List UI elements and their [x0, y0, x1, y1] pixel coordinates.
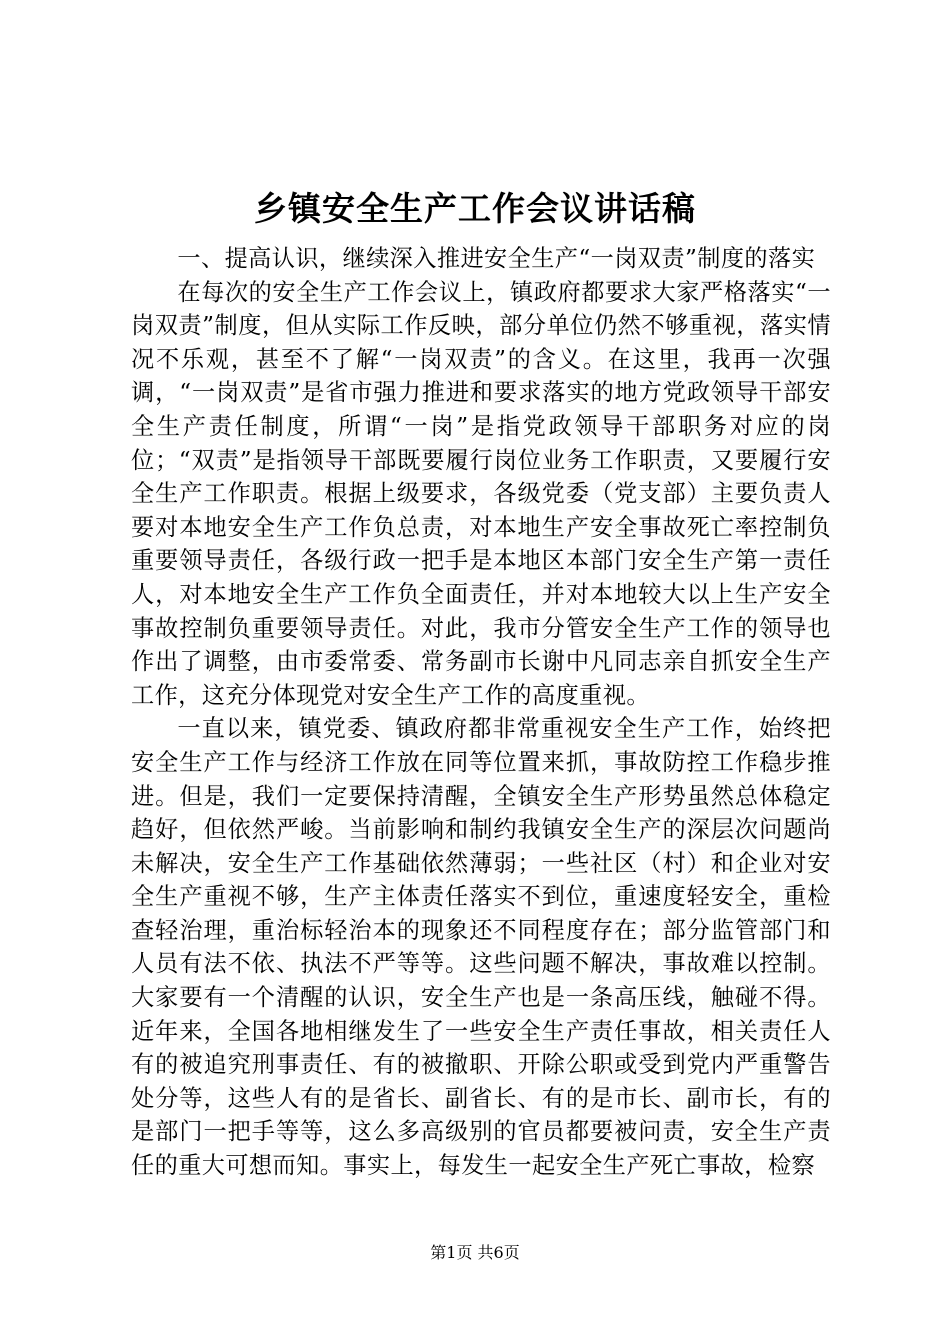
section-heading: 一、提高认识，继续深入推进安全生产“一岗双责”制度的落实: [177, 245, 816, 272]
body-paragraph: 一直以来，镇党委、镇政府都非常重视安全生产工作，始终把安全生产工作与经济工作放在同等位置来抓，事故防控工作稳步推进。但是，我们一定要保持清醒，全镇安全生产形势虽然总体稳定趋好，但依然严峻。当前影响和制约我镇安全生产的深层次问题尚未解决，安全生产工作基础依然薄弱；一些社区（村）和企业对安全生产重视不够，生产主体责任落实不到位，重速度轻安全，重检查轻治理，重治标轻治本的现象还不同程度存在；部分监管部门和人员有法不依、执法不严等等。这些问题不解决，事故难以控制。大家要有一个清醒的认识，安全生产也是一条高压线，触碰不得。近年来，全国各地相继发生了一些安全生产责任事故，相关责任人有的被追究刑事责任、有的被撤职、开除公职或受到党内严重警告处分等，这些人有的是省长、副省长、有的是市长、副市长，有的是部门一把手等等，这么多高级别的官员都要被问责，安全生产责任的重大可想而知。事实上，每发生一起安全生产死亡事故，检察: [131, 715, 831, 1180]
page-number-footer: 第1页 共6页: [430, 1243, 520, 1262]
document-body: [131, 242, 831, 1183]
body-paragraph: 在每次的安全生产工作会议上，镇政府都要求大家严格落实“一岗双责”制度，但从实际工作反映，部分单位仍然不够重视，落实情况不乐观，甚至不了解“一岗双责”的含义。在这里，我再一次强调，“一岗双责”是省市强力推进和要求落实的地方党政领导干部安全生产责任制度，所谓“一岗”是指党政领导干部职务对应的岗位；“双责”是指领导干部既要履行岗位业务工作职责，又要履行安全生产工作职责。根据上级要求，各级党委（党支部）主要负责人要对本地安全生产工作负总责，对本地生产安全事故死亡率控制负重要领导责任，各级行政一把手是本地区本部门安全生产第一责任人，对本地安全生产工作负全面责任，并对本地较大以上生产安全事故控制负重要领导责任。对此，我市分管安全生产工作的领导也作出了调整，由市委常委、常务副市长谢中凡同志亲自抓安全生产工作，这充分体现党对安全生产工作的高度重视。: [131, 278, 831, 709]
document-title: 乡镇安全生产工作会议讲话稿: [254, 189, 696, 228]
